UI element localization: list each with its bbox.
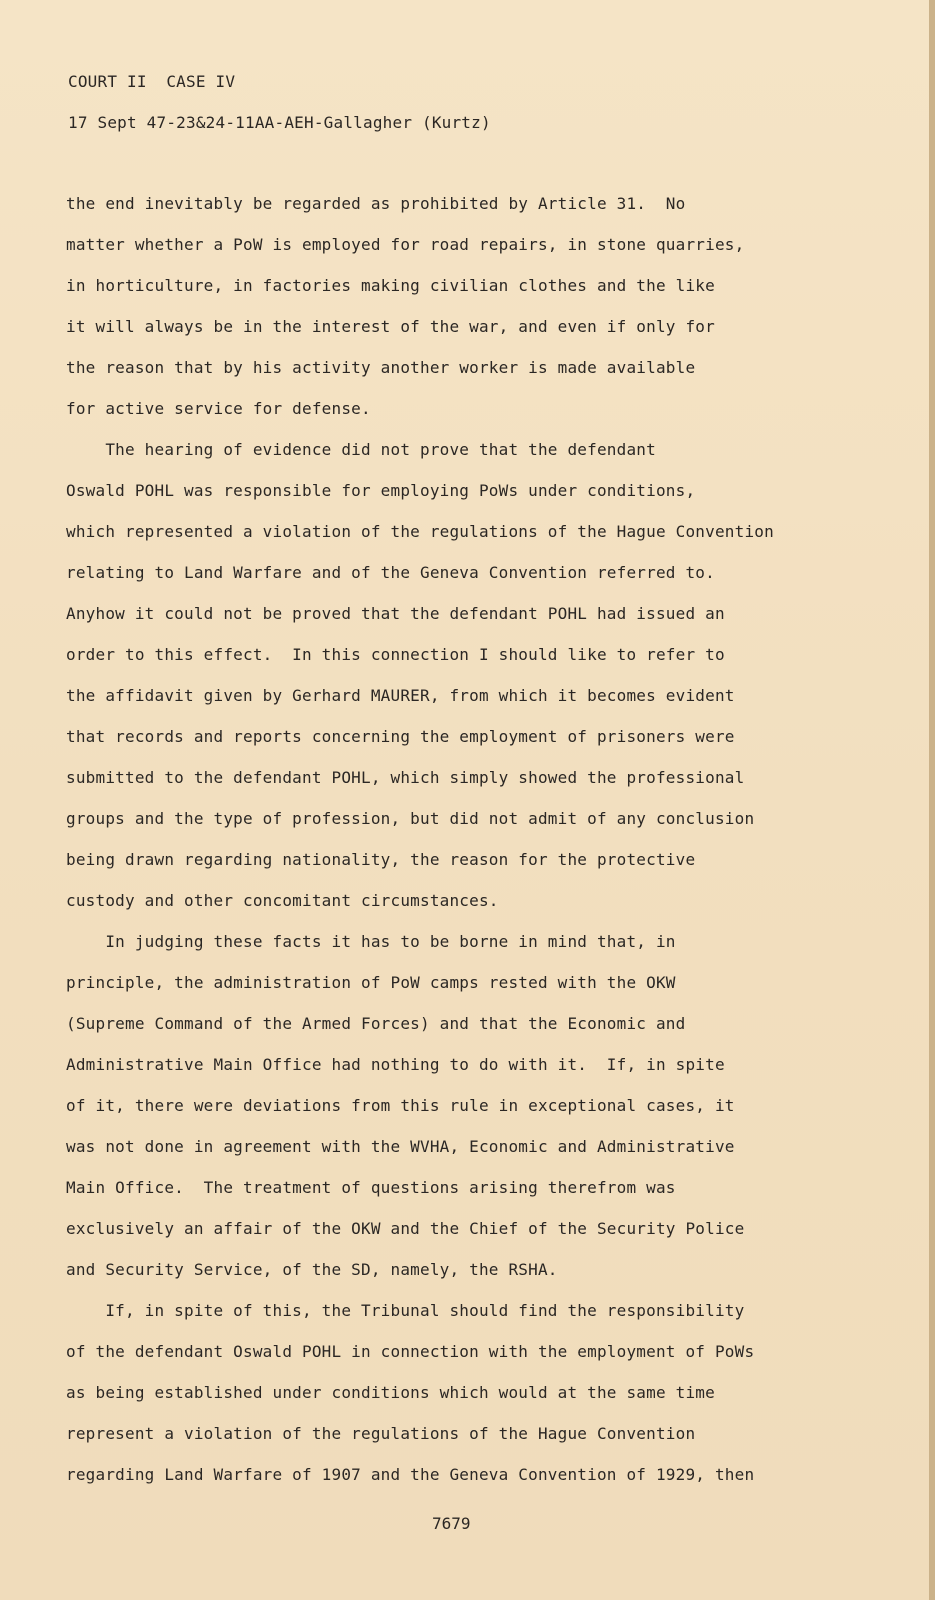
text-line-26: exclusively an affair of the OKW and the Chief of the Security Police bbox=[66, 1219, 745, 1238]
text-line-29: of the defendant Oswald POHL in connection with the employment of PoWs bbox=[66, 1342, 755, 1361]
text-line-6: for active service for defense. bbox=[66, 399, 371, 418]
text-line-10: relating to Land Warfare and of the Geneva Convention referred to. bbox=[66, 563, 715, 582]
page-edge-shadow bbox=[929, 0, 935, 1600]
text-line-16: groups and the type of profession, but did not admit of any conclusion bbox=[66, 809, 755, 828]
text-line-11: Anyhow it could not be proved that the defendant POHL had issued an bbox=[66, 604, 725, 623]
text-line-3: in horticulture, in factories making civilian clothes and the like bbox=[66, 276, 715, 295]
session-line: 17 Sept 47-23&24-11AA-AEH-Gallagher (Kurtz) bbox=[68, 113, 491, 132]
text-line-28: If, in spite of this, the Tribunal should find the responsibility bbox=[66, 1301, 745, 1320]
text-line-30: as being established under conditions which would at the same time bbox=[66, 1383, 715, 1402]
text-line-32: regarding Land Warfare of 1907 and the Geneva Convention of 1929, then bbox=[66, 1465, 755, 1484]
text-line-23: of it, there were deviations from this rule in exceptional cases, it bbox=[66, 1096, 735, 1115]
text-line-1: the end inevitably be regarded as prohibited by Article 31. No bbox=[66, 194, 686, 213]
text-line-2: matter whether a PoW is employed for road repairs, in stone quarries, bbox=[66, 235, 745, 254]
text-line-27: and Security Service, of the SD, namely, the RSHA. bbox=[66, 1260, 558, 1279]
text-line-31: represent a violation of the regulations of the Hague Convention bbox=[66, 1424, 696, 1443]
text-line-24: was not done in agreement with the WVHA, Economic and Administrative bbox=[66, 1137, 735, 1156]
text-line-5: the reason that by his activity another worker is made available bbox=[66, 358, 696, 377]
text-line-20: principle, the administration of PoW camps rested with the OKW bbox=[66, 973, 676, 992]
text-line-18: custody and other concomitant circumstances. bbox=[66, 891, 499, 910]
text-line-15: submitted to the defendant POHL, which simply showed the professional bbox=[66, 768, 745, 787]
text-line-19: In judging these facts it has to be borne in mind that, in bbox=[66, 932, 676, 951]
text-line-13: the affidavit given by Gerhard MAURER, from which it becomes evident bbox=[66, 686, 735, 705]
text-line-7: The hearing of evidence did not prove that the defendant bbox=[66, 440, 656, 459]
text-line-14: that records and reports concerning the employment of prisoners were bbox=[66, 727, 735, 746]
page-number: 7679 bbox=[432, 1514, 471, 1533]
text-line-17: being drawn regarding nationality, the reason for the protective bbox=[66, 850, 696, 869]
court-case-header: COURT II CASE IV bbox=[68, 72, 236, 91]
text-line-9: which represented a violation of the regulations of the Hague Convention bbox=[66, 522, 774, 541]
text-line-25: Main Office. The treatment of questions arising therefrom was bbox=[66, 1178, 676, 1197]
text-line-8: Oswald POHL was responsible for employing PoWs under conditions, bbox=[66, 481, 696, 500]
text-line-12: order to this effect. In this connection I should like to refer to bbox=[66, 645, 725, 664]
text-line-21: (Supreme Command of the Armed Forces) and that the Economic and bbox=[66, 1014, 686, 1033]
text-line-22: Administrative Main Office had nothing to do with it. If, in spite bbox=[66, 1055, 725, 1074]
text-line-4: it will always be in the interest of the war, and even if only for bbox=[66, 317, 715, 336]
